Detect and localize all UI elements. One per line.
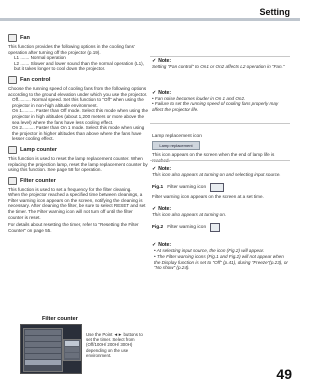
filter-warning-icon xyxy=(210,223,220,232)
note1-body: Setting "Fan control" to On1 or On2 affects L2 operation in "Fan." xyxy=(152,64,285,69)
note2-bullet2: • Failure to set the running speed of cooling fans properly may affect the projector life. xyxy=(152,101,279,112)
header-rule xyxy=(0,18,300,21)
lamp-counter-heading xyxy=(8,146,148,154)
fan-heading xyxy=(8,34,148,42)
lamp-counter-icon xyxy=(8,146,17,154)
check-icon: ✓ xyxy=(152,89,157,96)
filter-counter-icon xyxy=(8,177,17,185)
lamp-icon-caption: This icon appears on the screen when the end of lamp life is reached. xyxy=(152,152,275,163)
note4-title: ✓ Note: xyxy=(152,205,171,212)
fan-control-heading xyxy=(8,76,148,84)
filter-counter-figure-title: Filter counter xyxy=(42,316,78,322)
note3-body: This icon also appears at turning on and selecting input source. xyxy=(152,171,281,177)
left-column xyxy=(8,24,148,233)
check-icon: ✓ xyxy=(152,205,157,212)
filter-counter-body1: This function is used to set a frequency for the filter cleaning. xyxy=(8,186,132,192)
filter-counter-body2: When the projector reached a specified time between cleanings, a Filter warning icon appears on the screen, notifying the cleaning is necessary. After cleaning the filter, be sure to select RESET and set the timer. The Filter warning icon will not turn off until the filter counter is reset. xyxy=(8,192,146,220)
note2-title: ✓ Note: xyxy=(152,89,171,96)
divider xyxy=(150,160,290,161)
note1-title: ✓ Note: xyxy=(152,58,171,64)
lamp-counter-body: This function is used to reset the lamp replacement counter. When replacing the projection lamp, reset the lamp replacement counter by using this function. See page 58 for operation. xyxy=(8,155,148,173)
note5-bullet2: • The Filter warning icons (Fig.1 and Fig.2) will not appear when the Display function is set to "Off" (p.41), during "Freeze"(p.23), or "No show" (p.24). xyxy=(154,253,288,271)
fan-control-icon xyxy=(8,76,17,84)
fan-control-on1: On 1.......... Faster than Off mode. Select this mode when using the projector in high altitudes (about 1,200 meters or more above the sea level) where the fans have less cooling effect. xyxy=(12,108,149,125)
fan-control-off: Off.......... Normal speed. Set this function to "Off" when using the projector in non-high altitude environment. xyxy=(12,97,144,108)
lamp-replacement-icon xyxy=(152,141,200,150)
check-icon: ✓ xyxy=(152,58,157,64)
fan-intro: This function provides the following options in the cooling fans' operation after turning off the projector (p.19). xyxy=(8,44,135,55)
filter-warning-icon xyxy=(210,183,224,192)
fan-l2: L2 ....... Slower and lower sound than the normal operation (L1), but it takes longer to cool down the projector. xyxy=(14,60,144,72)
fan-control-intro: Choose the running speed of cooling fans from the following options according to the ground elevation under which you use the projector. xyxy=(8,85,148,97)
filter-counter-body3: For details about resetting the timer, refer to "Resetting the Filter Counter" on page 55. xyxy=(8,222,139,233)
note5-title: ✓ Note: xyxy=(152,242,171,249)
fan-control-heading-text: Fan control xyxy=(20,76,51,83)
fan-control-on2: On 2.......... Faster than On 1 mode. Select this mode when using the projector in higher altitudes than above where the fans have lesser cooling effect. xyxy=(12,125,145,142)
fig2-label: Fig.2 Filter warning icon xyxy=(152,223,290,232)
note2-bullet1: • Fan noise becomes louder in On 1 and On2. xyxy=(152,95,246,101)
filter-counter-figure-caption: Use the Point ◄► buttons to set the timer. Select from (Off/100H/ 200H/ 300H) depending on the use environment. xyxy=(86,332,143,358)
lamp-replacement-icon-label: Lamp replacement icon xyxy=(152,134,202,140)
note4-body: This icon also appears at turning on. xyxy=(152,211,227,217)
fan-icon xyxy=(8,34,17,42)
filter-counter-osd-screenshot xyxy=(20,324,82,374)
right-column xyxy=(152,24,290,271)
page-header-title: Setting xyxy=(259,7,290,17)
fig1-caption: Filter warning icon appears on the screen at a set time. xyxy=(152,194,264,200)
check-icon: ✓ xyxy=(152,165,157,172)
page-number: 49 xyxy=(276,366,292,382)
divider xyxy=(150,123,290,124)
osd-submenu-panel xyxy=(63,339,81,361)
lamp-counter-heading-text: Lamp counter xyxy=(20,146,57,153)
osd-menu-panel xyxy=(23,328,63,372)
fan-l1: L1 ....... Normal operation xyxy=(14,55,66,61)
check-icon: ✓ xyxy=(152,242,157,249)
filter-counter-heading xyxy=(8,177,148,185)
divider xyxy=(150,56,290,57)
note3-title: ✓ Note: xyxy=(152,165,171,172)
fan-heading-text: Fan xyxy=(20,35,30,41)
note5-bullet1: • At selecting input source, the icon (Fig.2) will appear. xyxy=(154,248,265,254)
filter-counter-heading-text: Filter counter xyxy=(20,177,56,184)
fig1-label: Fig.1 Filter warning icon xyxy=(152,183,290,192)
lamp-replacement-icon-text: Lamp replacement xyxy=(159,143,193,149)
